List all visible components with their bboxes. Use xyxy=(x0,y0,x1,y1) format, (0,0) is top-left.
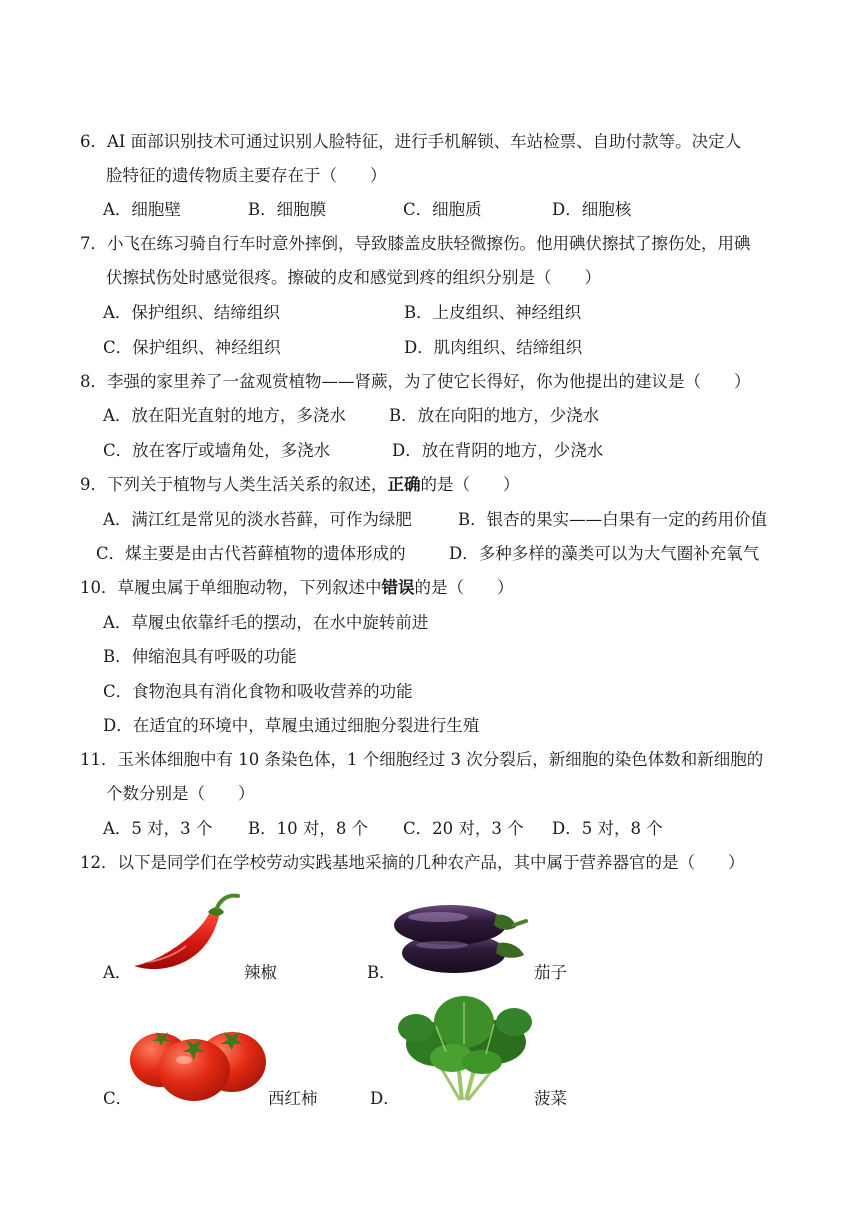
q12-option-d-letter: D． xyxy=(370,1089,400,1108)
q6-option-a: A．细胞壁 xyxy=(103,200,181,219)
eggplant-image xyxy=(392,895,532,980)
q9-stem-text: 9．下列关于植物与人类生活关系的叙述， xyxy=(80,475,388,494)
q7-option-c: C．保护组织、神经组织 xyxy=(103,338,281,357)
question-11-stem: 11．玉米体细胞中有 10 条染色体，1 个细胞经过 3 次分裂后，新细胞的染色体数和新细胞的 xyxy=(80,750,764,769)
question-6-stem-cont: 脸特征的遗传物质主要存在于（ ） xyxy=(106,166,387,185)
q12-option-c-letter: C． xyxy=(103,1089,133,1108)
question-12-stem: 12．以下是同学们在学校劳动实践基地采摘的几种农产品，其中属于营养器官的是（ ） xyxy=(80,853,745,872)
q11-option-c: C．20 对，3 个 xyxy=(403,819,524,838)
q7-option-a: A．保护组织、结缔组织 xyxy=(103,303,280,322)
question-10-stem xyxy=(80,577,514,599)
q10-option-a: A．草履虫依靠纤毛的摆动，在水中旋转前进 xyxy=(103,613,429,632)
q11-option-a: A．5 对，3 个 xyxy=(103,819,213,838)
question-9-stem xyxy=(80,474,520,496)
chili-pepper-image xyxy=(128,890,246,978)
q11-option-b: B．10 对，8 个 xyxy=(248,819,369,838)
q10-emphasis: 错误 xyxy=(381,578,415,597)
q9-option-d: D．多种多样的藻类可以为大气圈补充氧气 xyxy=(449,544,760,563)
q8-option-a: A．放在阳光直射的地方，多浇水 xyxy=(103,406,346,425)
q12-option-c-name: 西红柿 xyxy=(268,1089,318,1108)
q12-option-d-name: 菠菜 xyxy=(534,1089,567,1108)
question-8-stem: 8．李强的家里养了一盆观赏植物——肾蕨，为了使它长得好，你为他提出的建议是（ ） xyxy=(80,372,751,391)
q9-option-c: C．煤主要是由古代苔藓植物的遗体形成的 xyxy=(96,544,406,563)
question-6-stem: 6．AI 面部识别技术可通过识别人脸特征，进行手机解锁、车站检票、自助付款等。决定人 xyxy=(80,132,742,151)
q10-stem-text: 10．草履虫属于单细胞动物，下列叙述中 xyxy=(80,578,382,597)
q12-option-b-name: 茄子 xyxy=(534,963,567,982)
q9-option-a: A．满江红是常见的淡水苔藓，可作为绿肥 xyxy=(103,510,412,529)
q12-option-a-name: 辣椒 xyxy=(244,963,277,982)
tomato-image xyxy=(128,1020,268,1102)
question-7-stem: 7．小飞在练习骑自行车时意外摔倒，导致膝盖皮肤轻微擦伤。他用碘伏擦拭了擦伤处，用碘 xyxy=(80,234,751,253)
spinach-image xyxy=(396,992,534,1104)
q10-option-c: C．食物泡具有消化食物和吸收营养的功能 xyxy=(103,682,413,701)
question-11-stem-cont: 个数分别是（ ） xyxy=(106,784,255,803)
q9-option-b: B．银杏的果实——白果有一定的药用价值 xyxy=(458,510,768,529)
q8-option-d: D．放在背阴的地方，少浇水 xyxy=(392,441,604,460)
q8-option-b: B．放在向阳的地方，少浇水 xyxy=(389,406,600,425)
q7-option-d: D．肌肉组织、结缔组织 xyxy=(404,338,583,357)
q8-option-c: C．放在客厅或墙角处，多浇水 xyxy=(103,441,331,460)
question-7-stem-cont: 伏擦拭伤处时感觉很疼。擦破的皮和感觉到疼的组织分别是（ ） xyxy=(106,268,601,287)
q11-option-d: D．5 对，8 个 xyxy=(552,819,663,838)
q6-option-d: D．细胞核 xyxy=(552,200,632,219)
q10-option-b: B．伸缩泡具有呼吸的功能 xyxy=(103,647,297,666)
q9-emphasis: 正确 xyxy=(387,475,421,494)
q6-option-b: B．细胞膜 xyxy=(248,200,327,219)
q7-option-b: B．上皮组织、神经组织 xyxy=(404,303,582,322)
q10-option-d: D．在适宜的环境中，草履虫通过细胞分裂进行生殖 xyxy=(103,716,480,735)
q6-option-c: C．细胞质 xyxy=(403,200,482,219)
q12-option-b-letter: B． xyxy=(367,963,396,982)
q12-option-a-letter: A． xyxy=(103,963,132,982)
q10-stem-tail: 的是（ ） xyxy=(414,578,514,597)
q9-stem-tail: 的是（ ） xyxy=(420,475,520,494)
